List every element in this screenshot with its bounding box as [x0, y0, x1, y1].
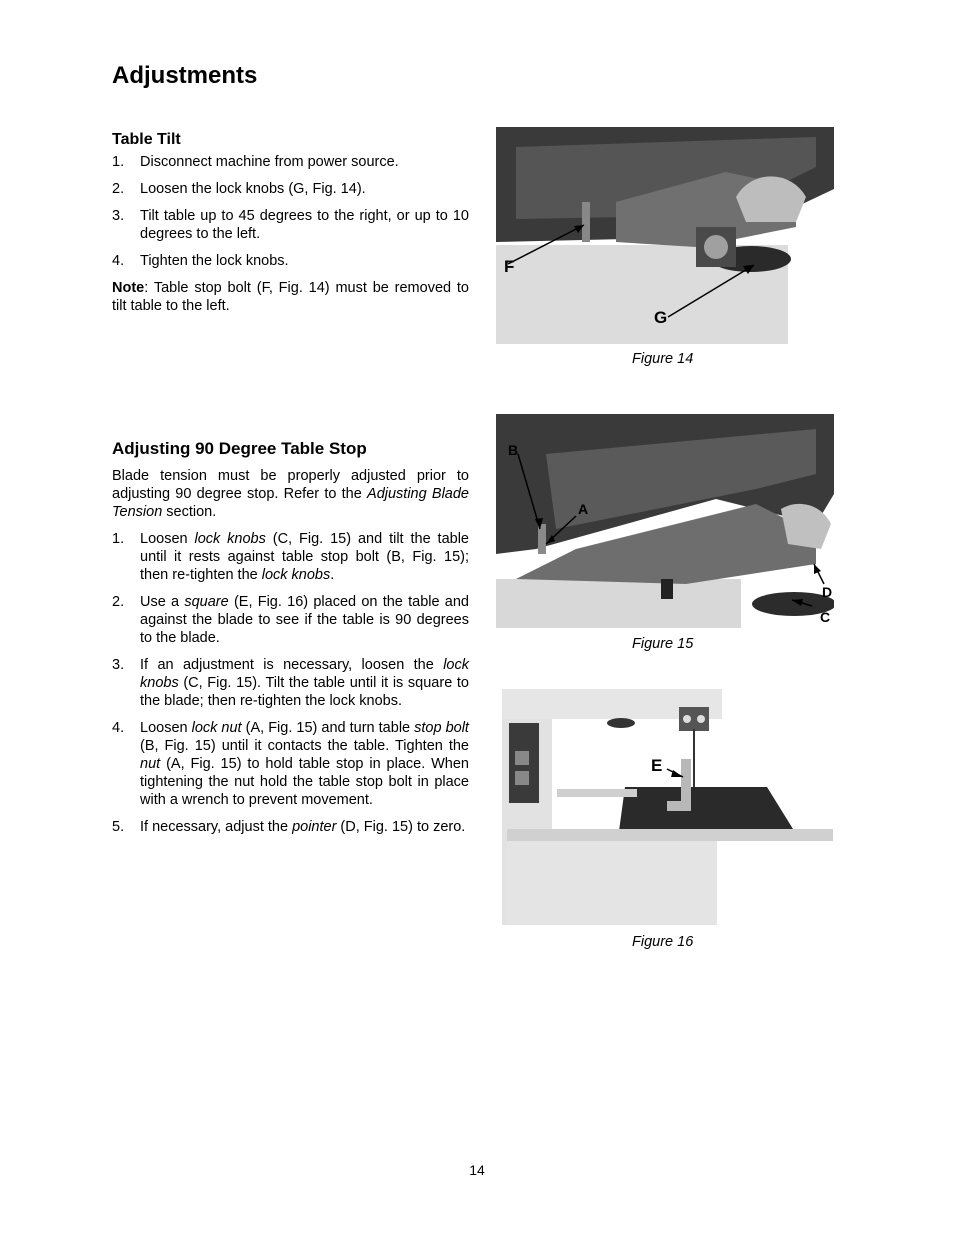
figure-15-label-a: A	[578, 501, 589, 517]
table-tilt-steps	[112, 153, 469, 270]
figure-16-image	[497, 689, 833, 925]
list-item: 5. If necessary, adjust the pointer (D, Fig. 15) to zero.	[112, 819, 466, 835]
figure-14-image	[496, 127, 834, 344]
figure-14-caption: Figure 14	[632, 351, 694, 367]
figure-16-caption: Figure 16	[632, 934, 694, 950]
intro-paragraph: Blade tension must be properly adjusted prior to adjusting 90 degree stop. Refer to the Adjusting Blade Tension section.	[112, 468, 469, 520]
table-tilt-section	[112, 131, 469, 324]
figure-16-label-e: E	[651, 756, 663, 775]
section-heading-table-tilt: Table Tilt	[112, 131, 181, 148]
figure-15-caption: Figure 15	[632, 636, 694, 652]
figure-14-label-f: F	[504, 257, 515, 276]
list-item: 2. Loosen the lock knobs (G, Fig. 14).	[112, 181, 366, 197]
list-item: 2. Use a square (E, Fig. 16) placed on the table and against the blade to see if the table is 90 degrees to the blade.	[112, 594, 469, 646]
figure-15-label-c: C	[820, 609, 831, 625]
list-item: 3. Tilt table up to 45 degrees to the right, or up to 10 degrees to the left.	[112, 208, 469, 242]
table-stop-steps	[112, 530, 469, 836]
note-paragraph: Note: Table stop bolt (F, Fig. 14) must be removed to tilt table to the left.	[112, 280, 469, 314]
list-item: 1. Disconnect machine from power source.	[112, 154, 399, 170]
list-item: 4. Tighten the lock knobs.	[112, 253, 289, 269]
page-title: Adjustments	[112, 62, 258, 89]
table-stop-section	[112, 440, 469, 845]
figure-15-label-b: B	[508, 442, 519, 458]
note-label: Note	[112, 280, 145, 296]
figure-14-label-g: G	[654, 308, 668, 327]
figure-15-image	[496, 414, 834, 628]
list-item: 4. Loosen lock nut (A, Fig. 15) and turn table stop bolt (B, Fig. 15) until it contacts the table. Tighten the nut (A, Fig. 15) to hold table stop in place. When tightening the nut hold the table stop bolt in place with a wrench to prevent movement.	[112, 720, 469, 808]
figure-16-photo	[497, 689, 833, 925]
list-item: 1. Loosen lock knobs (C, Fig. 15) and tilt the table until it rests against table stop bolt (B, Fig. 15); then re-tighten the lock knobs.	[112, 531, 469, 583]
figure-15-label-d: D	[822, 584, 833, 600]
figure-15-photo	[496, 414, 834, 628]
section-heading-table-stop: Adjusting 90 Degree Table Stop	[112, 439, 367, 458]
page-number: 14	[469, 1162, 485, 1178]
list-item: 3. If an adjustment is necessary, loosen the lock knobs (C, Fig. 15). Tilt the table until it is square to the blade; then re-tighten the lock knobs.	[112, 657, 469, 709]
